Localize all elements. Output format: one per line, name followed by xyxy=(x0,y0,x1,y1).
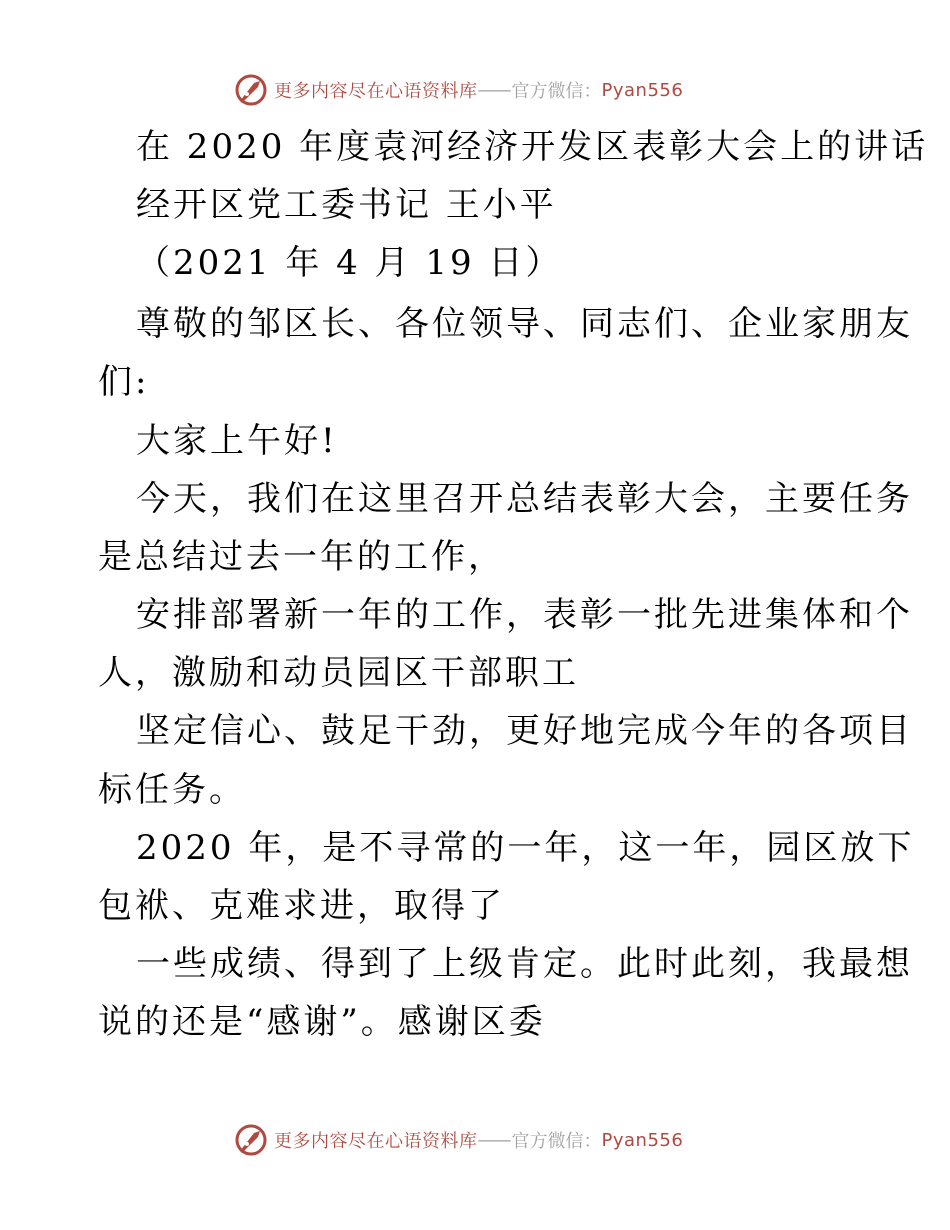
paragraph-line: 坚定信心、鼓足干劲，更好地完成今年的各项目 xyxy=(136,711,913,751)
watermark-dash: —— xyxy=(477,79,510,101)
pen-nib-logo-icon xyxy=(234,1123,268,1157)
paragraph-line: 安排部署新一年的工作，表彰一批先进集体和个 xyxy=(136,595,913,635)
watermark-wechat-label: 官方微信： xyxy=(511,81,602,102)
paragraph-line: 一些成绩、得到了上级肯定。此时此刻，我最想 xyxy=(136,944,913,984)
paragraph-line: 标任务。 xyxy=(98,770,246,810)
watermark-wechat-label: 官方微信： xyxy=(511,1131,602,1152)
date-line: （2021 年 4 月 19 日） xyxy=(136,243,563,283)
paragraph-line: 尊敬的邹区长、各位领导、同志们、企业家朋友 xyxy=(136,304,913,344)
watermark-main-text: 更多内容尽在心语资料库 xyxy=(274,1131,478,1152)
paragraph-line: 2020 年，是不寻常的一年，这一年，园区放下 xyxy=(136,828,915,868)
paragraph-line: 是总结过去一年的工作， xyxy=(98,537,505,577)
paragraph-line: 人，激励和动员园区干部职工 xyxy=(98,653,579,693)
speaker-line: 经开区党工委书记 王小平 xyxy=(136,185,557,225)
footer-watermark xyxy=(234,1122,683,1158)
watermark-wechat-id: Pyan556 xyxy=(601,1129,684,1151)
paragraph-line: 们: xyxy=(98,362,150,402)
paragraph-line: 今天，我们在这里召开总结表彰大会，主要任务 xyxy=(136,479,913,519)
watermark-wechat-id: Pyan556 xyxy=(601,79,684,101)
document-title: 在 2020 年度袁河经济开发区表彰大会上的讲话 xyxy=(136,127,929,167)
watermark-main-text: 更多内容尽在心语资料库 xyxy=(274,81,478,102)
paragraph-line: 说的还是“感谢”。感谢区委 xyxy=(98,1002,546,1042)
paragraph-line: 大家上午好! xyxy=(136,421,338,461)
watermark-dash: —— xyxy=(477,1129,510,1151)
paragraph-line: 包袱、克难求进，取得了 xyxy=(98,886,505,926)
